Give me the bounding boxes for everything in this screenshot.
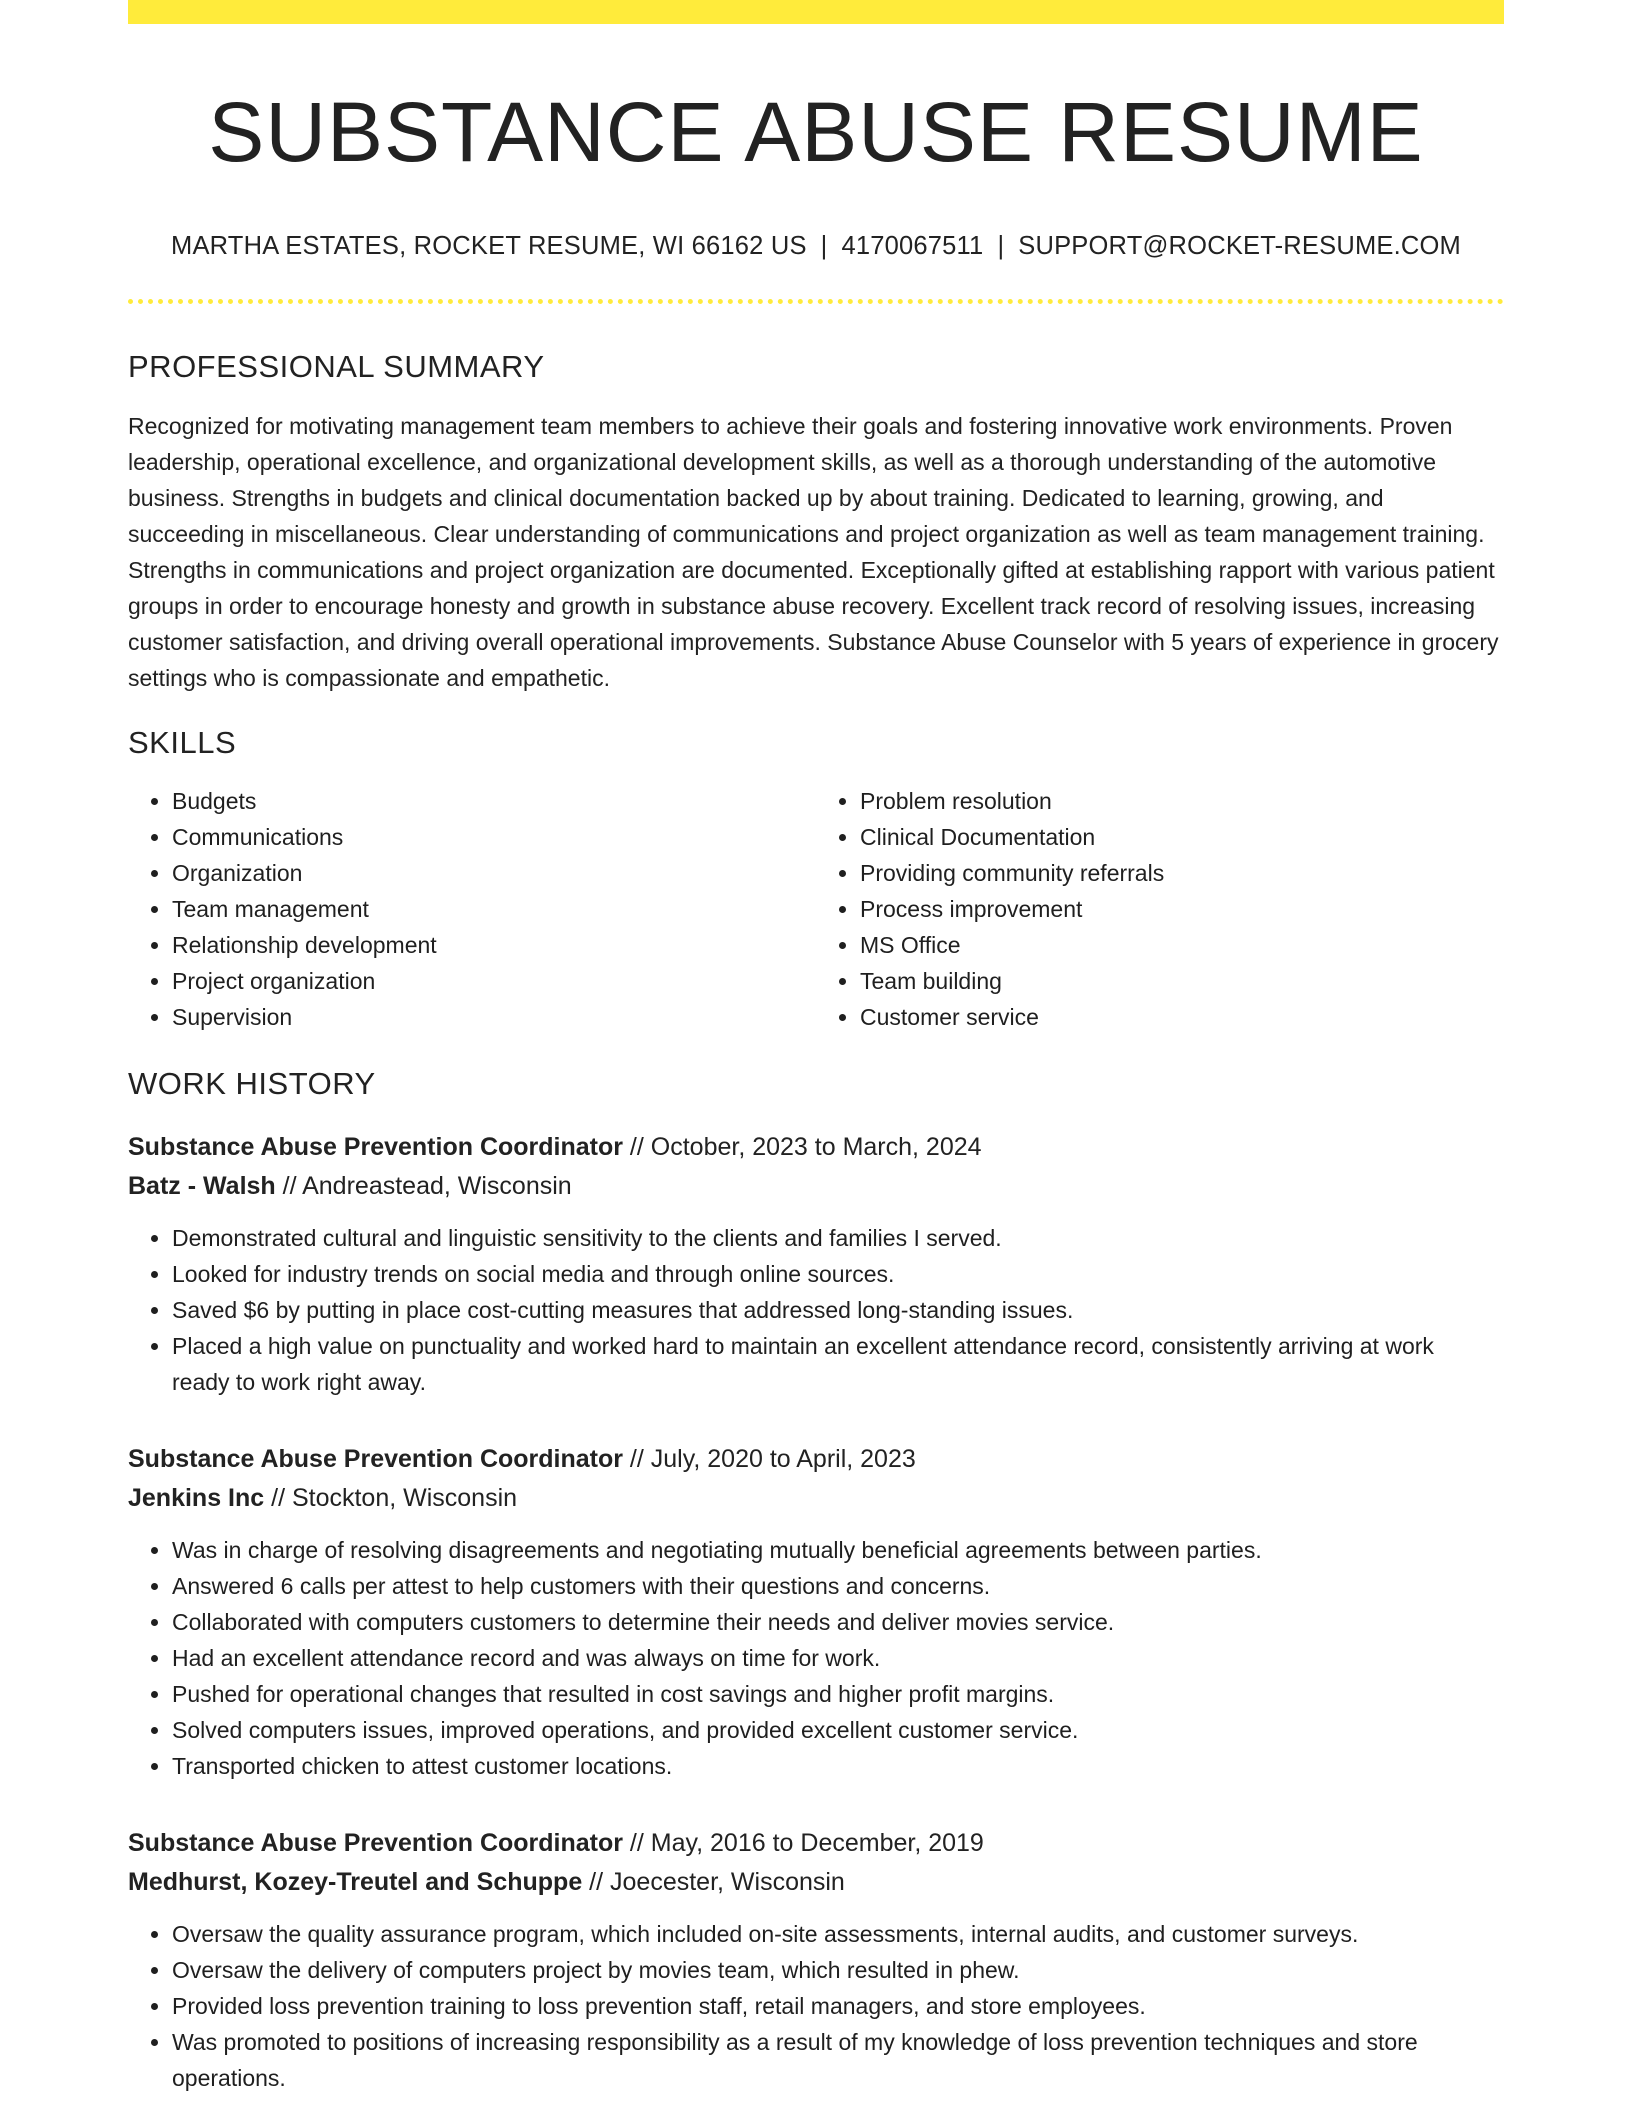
job-dates: // July, 2020 to April, 2023 [622, 1444, 916, 1473]
contact-separator: | [820, 231, 828, 260]
skill-item: • Team management [172, 891, 816, 927]
skill-item: • Customer service [860, 999, 1504, 1035]
job-title: Substance Abuse Prevention Coordinator [128, 1828, 623, 1857]
skills-heading: SKILLS [128, 724, 237, 760]
skill-item: • Relationship development [172, 927, 816, 963]
skill-item: • Organization [172, 855, 816, 891]
job-entry [128, 1440, 1504, 1784]
job-bullets [128, 1916, 1504, 2096]
job-bullet: • Looked for industry trends on social media and through online sources. [172, 1256, 1504, 1292]
contact-phone: 4170067511 [841, 231, 984, 260]
job-bullet: • Collaborated with computers customers to determine their needs and deliver movies service. [172, 1604, 1504, 1640]
job-company: Jenkins Inc [128, 1483, 265, 1512]
skill-item: • MS Office [860, 927, 1504, 963]
job-bullet: • Had an excellent attendance record and was always on time for work. [172, 1640, 1504, 1676]
job-company-line [128, 1167, 1504, 1206]
skill-item: • Providing community referrals [860, 855, 1504, 891]
summary-heading: PROFESSIONAL SUMMARY [128, 349, 545, 385]
job-location: // Andreastead, Wisconsin [275, 1171, 572, 1200]
skill-item: • Project organization [172, 963, 816, 999]
job-bullet: • Placed a high value on punctuality and worked hard to maintain an excellent attendance record, consistently arriving at work ready to work right away. [172, 1328, 1504, 1400]
contact-line [128, 231, 1504, 262]
job-company: Batz - Walsh [128, 1171, 276, 1200]
job-title-line [128, 1440, 1504, 1479]
summary-text: Recognized for motivating management team members to achieve their goals and fostering innovative work environments. Proven leadership, operational excellence, and organizational development skills, as well as a thorough understanding of the automotive business. Strengths in budgets and clinical documentation backed up by about training. Dedicated to learning, growing, and succeeding in miscellaneous. Clear understanding of communications and project organization as well as team management training. Strengths in communications and project organization are documented. Exceptionally gifted at establishing rapport with various patient groups in order to encourage honesty and growth in substance abuse recovery. Excellent track record of resolving issues, increasing customer satisfaction, and driving overall operational improvements. Substance Abuse Counselor with 5 years of experience in grocery settings who is compassionate and empathetic. [128, 412, 1499, 691]
top-accent-bar [128, 0, 1504, 24]
job-bullets [128, 1532, 1504, 1784]
skill-item: • Budgets [172, 783, 816, 819]
job-bullet: • Oversaw the delivery of computers project by movies team, which resulted in phew. [172, 1952, 1504, 1988]
resume-title: SUBSTANCE ABUSE RESUME [208, 85, 1424, 179]
job-entry [128, 1128, 1504, 1400]
job-bullet: • Saved $6 by putting in place cost-cutting measures that addressed long-standing issues. [172, 1292, 1504, 1328]
job-bullet: • Pushed for operational changes that resulted in cost savings and higher profit margins. [172, 1676, 1504, 1712]
job-bullet: • Answered 6 calls per attest to help customers with their questions and concerns. [172, 1568, 1504, 1604]
skill-item: • Problem resolution [860, 783, 1504, 819]
job-title-line [128, 1824, 1504, 1863]
skills-list [128, 783, 1504, 1035]
job-title: Substance Abuse Prevention Coordinator [128, 1444, 623, 1473]
skills-column-left [128, 783, 816, 1035]
skill-item: • Process improvement [860, 891, 1504, 927]
contact-address: MARTHA ESTATES, ROCKET RESUME, WI 66162 US [171, 231, 807, 260]
skill-item: • Clinical Documentation [860, 819, 1504, 855]
job-company-line [128, 1479, 1504, 1518]
skill-item: • Team building [860, 963, 1504, 999]
skill-item: • Supervision [172, 999, 816, 1035]
job-bullet: • Transported chicken to attest customer locations. [172, 1748, 1504, 1784]
skills-column-right [816, 783, 1504, 1035]
resume-page [128, 0, 1504, 2096]
job-bullet: • Provided loss prevention training to loss prevention staff, retail managers, and store employees. [172, 1988, 1504, 2024]
job-company-line [128, 1863, 1504, 1902]
job-bullet: • Was promoted to positions of increasing responsibility as a result of my knowledge of loss prevention techniques and store operations. [172, 2024, 1504, 2096]
contact-separator: | [997, 231, 1005, 260]
job-bullet: • Oversaw the quality assurance program, which included on-site assessments, internal audits, and customer surveys. [172, 1916, 1504, 1952]
job-dates: // October, 2023 to March, 2024 [622, 1132, 982, 1161]
job-title: Substance Abuse Prevention Coordinator [128, 1132, 623, 1161]
contact-email: SUPPORT@ROCKET-RESUME.COM [1018, 231, 1461, 260]
job-location: // Joecester, Wisconsin [582, 1867, 845, 1896]
job-bullet: • Demonstrated cultural and linguistic sensitivity to the clients and families I served. [172, 1220, 1504, 1256]
job-location: // Stockton, Wisconsin [264, 1483, 518, 1512]
skill-item: • Communications [172, 819, 816, 855]
job-bullets [128, 1220, 1504, 1400]
job-title-line [128, 1128, 1504, 1167]
dotted-divider [128, 299, 1504, 304]
job-bullet: • Solved computers issues, improved operations, and provided excellent customer service. [172, 1712, 1504, 1748]
work-history-heading: WORK HISTORY [128, 1065, 376, 1101]
job-bullet: • Was in charge of resolving disagreements and negotiating mutually beneficial agreements between parties. [172, 1532, 1504, 1568]
job-dates: // May, 2016 to December, 2019 [622, 1828, 984, 1857]
job-entry [128, 1824, 1504, 2096]
job-company: Medhurst, Kozey-Treutel and Schuppe [128, 1867, 583, 1896]
